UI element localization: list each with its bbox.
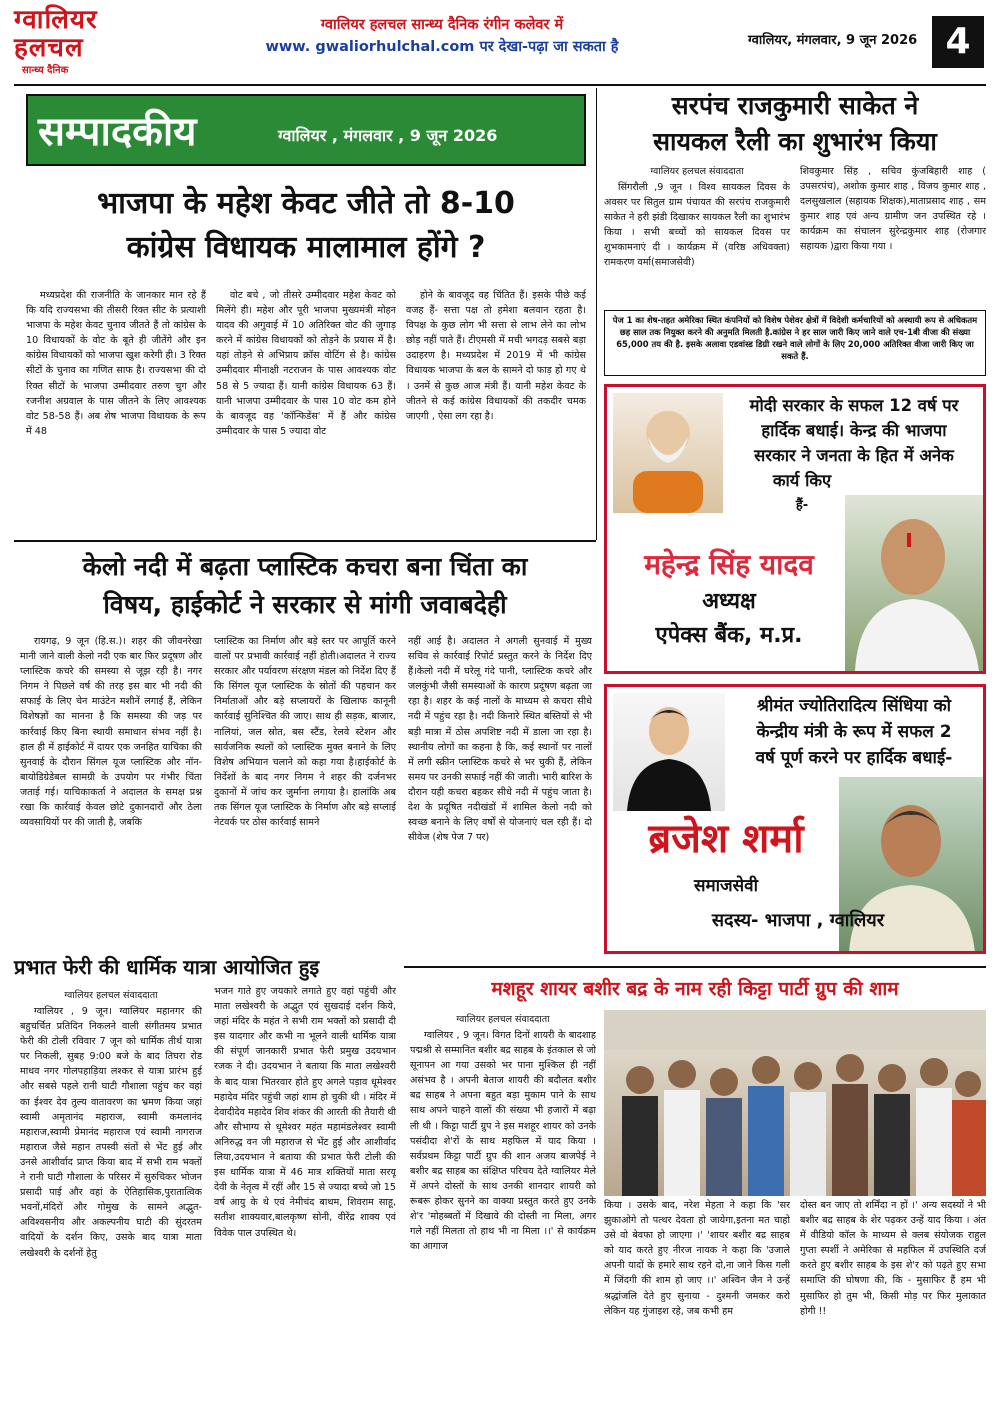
mahendra-photo xyxy=(845,495,985,671)
sarpanch-text-1: सिंगरौली ,9 जून । विश्व सायकल दिवस के अवसर पर सितुल ग्राम पंचायत की सरपंच राजकुमारी साकेत ने हरी झंडी दिखाकर सायकल रैली का शुभारंभ किया । सभी बच्चों को सायकल दिवस पर शुभकामनाएं दी । कार्यक्रम में (वरिष्ठ अधिवक्ता) रामकरण वर्मा(समाजसेवी) xyxy=(604,182,790,269)
mahendra-name: महेन्द्र सिंह यादव xyxy=(644,548,814,581)
section-rule xyxy=(404,966,986,968)
editorial-headline-line-1: भाजपा के महेश केवट जीते तो 8-10 xyxy=(97,186,515,221)
bashir-column-1 xyxy=(410,1028,596,1402)
masthead-rule xyxy=(14,84,986,86)
tagline-line-1: ग्वालियर हलचल सान्ध्य दैनिक रंगीन कलेवर में xyxy=(320,17,564,33)
notice-box: पेज 1 का शेष-तहत अमेरिका स्थित कंपनियों को विशेष पेशेवर क्षेत्रों में विदेशी कर्मचारियों को अस्थायी रूप से अधिकतम छह साल तक नियुक्त करने की अनुमति मिलती है.कांग्रेस ने हर साल जारी किए जाने वाले एच-1बी वीजा की संख्या 65,000 तय की है. इसके अलावा एडवांस्ड डिग्री रखने वाले लोगों के लिए 20,000 अतिरिक्त वीजा जारी किए जा सकते हैं. xyxy=(604,310,986,376)
person-portrait-icon xyxy=(613,693,725,811)
kelo-headline-line-2: विषय, हाईकोर्ट ने सरकार से मांगी जवाबदेही xyxy=(103,590,507,619)
editorial-banner xyxy=(26,94,586,166)
sarpanch-column-2 xyxy=(800,164,986,308)
modi-message-5: हैं- xyxy=(795,498,809,513)
column-divider xyxy=(596,88,597,540)
sarpanch-column-1 xyxy=(604,180,790,308)
bashir-text-3: दोस्त बन जाए तो शर्मिंदा न हों ।' अन्य सदस्यों ने भी बशीर बद्र साहब के शेर पढ़कर उन्हें याद किया । अंत में वीडियो कॉल के माध्यम से क्लब संयोजक राहुल गुप्ता स्पर्शी ने अमेरिका से महफिल में उपस्थिति दर्ज करते हुए बशीर साहब के इस शे'र को पढ़ते हुए सभा समाप्ति की घोषणा की, कि - मुसाफिर हैं हम भी मुसाफिर हो तुम भी, किसी मोड़ पर फिर मुलाकात होगी !! xyxy=(800,1200,986,1317)
bashir-headline: मशहूर शायर बशीर बद्र के नाम रही किट्टा पार्टी ग्रुप की शाम xyxy=(491,978,899,1000)
editorial-text-3: होने के बावजूद वह चिंतित हैं। इसके पीछे कई वजह हैं- सत्ता पक्ष तो हमेशा बलवान रहता है। विपक्ष के कुछ लोग भी सत्ता से लाभ लेने का लोभ छोड़ नहीं पाते हैं। टीएमसी में मची भगदड़ सबसे बड़ा उदाहरण है। मध्यप्रदेश में 2019 में भी कांग्रेस विधायक भाजपा के बल के सामने दो फाड़ हो गए थे । उनमें से कुछ आज मंत्री हैं। यानी महेश केवट के जीतने से कई कांग्रेस विधायकों की तकदीर चमक जाएगी , ऐसा लग रहा है। xyxy=(406,290,586,422)
editorial-dateline: ग्वालियर , मंगलवार , 9 जून 2026 xyxy=(278,126,498,145)
kelo-column-1 xyxy=(20,634,202,946)
modi-message-3: सरकार ने जनता के हित में अनेक xyxy=(754,446,954,465)
modi-message-1: मोदी सरकार के सफल 12 वर्ष पर xyxy=(749,396,959,415)
sarpanch-headline xyxy=(604,88,986,160)
kelo-text-2: प्लास्टिक का निर्माण और बड़े स्तर पर आपूर्ति करने वालों पर प्रभावी कार्रवाई नहीं होती।अदालत ने राज्य सरकार और पर्यावरण संरक्षण मंडल को निर्देश दिए हैं कि सिंगल यूज प्लास्टिक के स्रोतों की पहचान कर निर्माताओं और बड़े सप्लायरों के खिलाफ कानूनी कार्रवाई सुनिश्चित की जाए। साथ ही सड़क, बाजार, नालियां, जल स्रोत, बस स्टैंड, रेलवे स्टेशन और सार्वजनिक स्थलों को प्लास्टिक मुक्त बनाने के लिए विशेष अभियान चलाने को कहा गया है।हाईकोर्ट के निर्देशों के बाद नगर निगम ने शहर की दर्जनभर दुकानों में जांच कर जुर्माना लगाया है। हालांकि अब तक सिंगल यूज प्लास्टिक के निर्माण और बड़े सप्लाई नेटवर्क पर ठोस कार्रवाई सामने xyxy=(214,636,396,829)
prabhat-byline: ग्वालियर हलचल संवाददाता xyxy=(64,990,158,1001)
prabhat-column-2 xyxy=(214,984,396,1402)
masthead-tagline xyxy=(172,14,712,58)
brajesh-org: सदस्य- भाजपा , ग्वालियर xyxy=(711,910,885,931)
tagline-website[interactable]: www. gwaliorhulchal.com पर देखा-पढ़ा जा सकता है xyxy=(265,39,619,55)
person-portrait-icon xyxy=(845,495,985,671)
modi-photo xyxy=(613,393,723,513)
editorial-column-2 xyxy=(216,288,396,524)
masthead xyxy=(0,0,1000,84)
brajesh-name: ब्रजेश शर्मा xyxy=(648,815,804,862)
brajesh-title: समाजसेवी xyxy=(693,876,759,896)
prabhat-text-2: भजन गाते हुए जयकारे लगाते हुए वहां पहुंची और माता लखेश्वरी के अद्भुत एवं सुखदाई दर्शन किये, जहां मंदिर के महंत ने सभी राम भक्तों को प्रसादी दी इस यादगार और कभी ना भूलने वाली धार्मिक यात्रा की संपूर्ण जानकारी प्रभात फेरी प्रमुख उदयभान रजक ने दी। उदयभान ने बताया कि माता लखेश्वरी के बाद यात्रा भितरवार होते हुए अगले पड़ाव धूमेश्वर महादेव मंदिर पहुंची जहां शाम हो चुकी थी । मंदिर में देवादीदेव महादेव शिव शंकर की आरती की तैयारी थी और सौभाग्य से धूमेश्वर महंत महामंडलेश्वर स्वामी अनिरुद्ध वन जी महाराज से भेंट हुई और आशीर्वाद लिया,उदयभान ने बताया की प्रभात फेरी टोली की इस धार्मिक यात्रा में 46 मात्र शक्तियों माता सरयू देवी के नेतृत्व में रहीं और 15 से ज्यादा बच्चे जो 15 वर्ष आयु के थे एवं नेमीचंद बाथम, शिवराम साहू, सतीश शाक्यवार,बालकृष्ण सोनी, वीरेंद्र शाक्य एवं विवेक पाल उपस्थित थे। xyxy=(214,986,396,1239)
editorial-text-1: मध्यप्रदेश की राजनीति के जानकार मान रहे हैं कि यदि राज्यसभा की तीसरी रिक्त सीट के प्रत्याशी भाजपा के महेश केवट चुनाव जीतते हैं तो कांग्रेस के 10 विधायकों के वोट के बूते ही जीतेंगे और इन कांग्रेस विधायकों को भाजपा खुश करेगी ही। 3 रिक्त सीटों के चुनाव का गणित साफ है। राज्यसभा की दो रिक्त सीटों के भाजपा उम्मीदवार तरुण चुग और रजनीश अग्रवाल के पास जीतने के लिए आवश्यक वोट 58-58 हैं। अब शेष भाजपा विधायक के रूप में 48 xyxy=(26,290,206,437)
kelo-text-3: नहीं आई है। अदालत ने अगली सुनवाई में मुख्य सचिव से कार्रवाई रिपोर्ट प्रस्तुत करने के निर्देश दिए हैं।केलो नदी में घरेलू गंदे पानी, प्लास्टिक कचरे और जलकुंभी जैसी समस्याओं के कारण प्रदूषण बढ़ता जा रहा है। शहर के कई नालों के माध्यम से कचरा सीधे नदी में पहुंच रहा है। नदी किनारे स्थित बस्तियों से भी बड़ी मात्रा में ठोस अपशिष्ट नदी में डाला जा रहा है।स्थानीय लोगों का कहना है कि, कई स्थानों पर नालों में लगी स्क्रीन प्लास्टिक कचरे से भर चुकी हैं, लेकिन समय पर उनकी सफाई नहीं की जाती। भारी बारिश के दौरान यही कचरा बहकर सीधे नदी में पहुंच जाता है।देश के प्रदूषित नदीखंडों में शामिल केलो नदी को स्वच्छ बनाने के लिए वर्षों से योजनाएं चल रही हैं। दो सीवेज (शेष पेज 7 पर) xyxy=(408,636,592,844)
scindia-message-3: वर्ष पूर्ण करने पर हार्दिक बधाई- xyxy=(755,748,953,768)
bashir-column-2 xyxy=(604,1198,790,1402)
sarpanch-text-2: शिवकुमार सिंह , सचिव कुंजबिहारी शाह ( उपसरपंच), अशोक कुमार शाह , विजय कुमार शाह , दलसुखलाल (सहायक शिक्षक),माताप्रसाद शाह , सम कुमार शाह एवं अन्य ग्रामीण जन उपस्थित रहे ।कार्यक्रम का संचालन सुरेन्द्रकुमार शाह (रोजगार सहायक )द्वारा किया गया । xyxy=(800,166,986,253)
person-portrait-icon xyxy=(613,393,723,513)
mahendra-title: अध्यक्ष xyxy=(702,589,756,614)
bashir-byline: ग्वालियर हलचल संवाददाता xyxy=(456,1014,550,1025)
bashir-text-2: किया । उसके बाद, नरेश मेहता ने कहा कि 'सर झुकाओगे तो पत्थर देवता हो जायेगा,इतना मत चाहो उसे वो बेवफा हो जाएगा ।' 'शायर बशीर बद्र साहब को याद करते हुए नीरज नायक ने कहा कि 'उजाले अपनी यादों के हमारे साथ रहने दो,ना जाने किस गली में जिंदगी की शाम हो जाए ।।' अश्विन जैन ने उन्हें श्रद्धांजलि देते हुए सुनाया - दुश्मनी जमकर करो लेकिन यह गुंजाइश रहे, जब कभी हम xyxy=(604,1200,790,1317)
newspaper-logo xyxy=(14,6,154,78)
kelo-text-1: रायगढ़, 9 जून (हि.स.)। शहर की जीवनरेखा मानी जाने वाली केलो नदी एक बार फिर प्रदूषण और प्लास्टिक कचरे की समस्या से जूझ रही है। नगर निगम ने पिछले वर्ष की तरह इस बार भी नदी की सफाई के लिए चेन माउंटेन मशीनें लगाई हैं, लेकिन विशेषज्ञों का मानना है कि समस्या की जड़ पर कार्रवाई किए बिना स्थायी समाधान संभव नहीं है। हाल ही में हाईकोर्ट में दायर एक जनहित याचिका की सुनवाई के दौरान सिंगल यूज प्लास्टिक और नॉन-बायोडिग्रेडेबल सामग्री के उपयोग पर गंभीर चिंता जताई गई। याचिकाकर्ता ने अदालत के समक्ष प्रश्न रखा कि कार्रवाई केवल छोटे दुकानदारों और ठेला व्यवसायियों पर की जाती है, जबकि xyxy=(20,636,202,829)
ad-mahendra-singh-yadav xyxy=(604,384,986,674)
masthead-dateline: ग्वालियर, मंगलवार, 9 जून 2026 xyxy=(748,33,918,48)
section-rule xyxy=(14,540,596,542)
editorial-column-3 xyxy=(406,288,586,524)
editorial-label: सम्पादकीय xyxy=(38,108,197,155)
bashir-text-1: ग्वालियर , 9 जून। विगत दिनों शायरी के बादशाह पद्मश्री से सम्मानित बशीर बद्र साहब के इंतकाल से जो सूनापन आ गया उसको भर पाना मुश्किल ही नहीं असंभव है । अपनी बेताज शायरी की बदौलत बशीर बद्र साहब ने अपना बहुत बड़ा मुकाम पाने के साथ साथ अपने चाहने वालों की संख्या भी हजारों में बढ़ा ली थी । किट्टा पार्टी ग्रुप ने इस मशहूर शायर को उनके पसंदीदा शे'रों के साथ महफिल में याद किया । सर्वप्रथम किट्टा पार्टी ग्रुप की शान अजय बाजपेई ने बशीर बद्र साहब का संक्षिप्त परिचय देते ग्वालियर मेले में अपने दोस्तों के साथ उनकी शानदार शायरी को रूबरू होकर सुनने का वाक्या प्रस्तुत करते हुए उनके शे'र 'मोहब्बतों में दिखावे की दोस्ती ना मिला, अगर गले नहीं मिलता तो हाथ भी ना मिला ।।' से कार्यक्रम का आगाज xyxy=(410,1030,596,1253)
editorial-headline xyxy=(26,182,586,270)
prabhat-column-1 xyxy=(20,1004,202,1402)
editorial-text-2: वोट बचे , जो तीसरे उम्मीदवार महेश केवट को मिलेंगे ही। महेश और पूरी भाजपा मुख्यमंत्री मोहन यादव की अगुवाई में 10 अतिरिक्त वोट की जुगाड़ करने में कांग्रेस विधायकों को तोड़ने के प्रयास में है। यहां तोड़ने से अभिप्राय क्रॉस वोटिंग से है। कांग्रेस उम्मीदवार मीनाक्षी नटराजन के पास आवश्यक वोट 58 से 5 ज्यादा हैं। यानी कांग्रेस विधायक 63 हैं। यानी भाजपा उम्मीदवार के पास 10 वोट कम होने के बावजूद वह 'कॉन्फिडेंस' में हैं और कांग्रेस उम्मीदवार के पास 5 ज्यादा वोट xyxy=(216,290,396,437)
sarpanch-headline-line-1: सरपंच राजकुमारी साकेत ने xyxy=(671,91,919,120)
logo-line-1: ग्वालियर xyxy=(14,5,98,35)
kelo-column-2 xyxy=(214,634,396,946)
kelo-headline xyxy=(14,548,596,624)
logo-line-2: हलचल xyxy=(14,33,84,63)
kelo-headline-line-1: केलो नदी में बढ़ता प्लास्टिक कचरा बना चिंता का xyxy=(82,552,528,581)
scindia-message-1: श्रीमंत ज्योतिरादित्य सिंधिया को xyxy=(756,696,952,716)
scindia-message-2: केन्द्रीय मंत्री के रूप में सफल 2 xyxy=(756,722,952,742)
bashir-column-3 xyxy=(800,1198,986,1402)
page-number: 4 xyxy=(932,16,984,68)
prabhat-headline: प्रभात फेरी की धार्मिक यात्रा आयोजित हुइ xyxy=(14,955,320,979)
modi-message-4: कार्य किए xyxy=(772,471,832,490)
prabhat-text-1: ग्वालियर , 9 जून। ग्वालियर महानगर की बहुचर्चित प्रतिदिन निकलने वाली संगीतमय प्रभात फेरी की टोली रविवार 7 जून को धार्मिक तीर्थ यात्रा पर निकली, सुबह 9:00 बजे के बाद तिघरा रोड माधव नगर गोलपहाड़िया लश्कर से यात्रा प्रारंभ हुई और सबसे पहले रानी घाटी गौशाला पहुंच कर वहां का ईश्वर देव तुल्य वातावरण का भ्रमण किया जहां स्वामी अमृतानंद महाराज, स्वामी कमलानंद महाराज,स्वामी प्रेमानंद महाराज एवं स्वामी नागराज महाराज जैसे महान तपस्वी संतों से भेंट हुई और उनसे आशीर्वाद प्राप्त किया बाद में सभी राम भक्तों ने रानी घाटी गौशाला के परिसर में सुरुचिकर भोजन प्रसादी पाई और वहां के ऐतिहासिक,पुरातात्विक भवनों,मंदिरों और गोमुख के सामने अद्भुत-अविश्वसनीय और अकल्पनीय घाटी की सुंदरतम वादियों के दर्शन किए, उसके बाद यात्रा माता लखेश्वरी के दर्शनों हेतु xyxy=(20,1006,202,1259)
editorial-headline-line-2: कांग्रेस विधायक मालामाल होंगे ? xyxy=(126,230,486,265)
group-photo xyxy=(604,1010,986,1196)
sarpanch-byline: ग्वालियर हलचल संवाददाता xyxy=(650,166,744,177)
sarpanch-headline-line-2: सायकल रैली का शुभारंभ किया xyxy=(653,127,937,156)
mahendra-org: एपेक्स बैंक, म.प्र. xyxy=(655,623,803,648)
group-people-icon xyxy=(604,1010,986,1196)
logo-line-3: सान्ध्य दैनिक xyxy=(22,65,69,76)
editorial-column-1 xyxy=(26,288,206,524)
kelo-column-3 xyxy=(408,634,592,964)
ad-brajesh-sharma xyxy=(604,684,986,954)
scindia-photo xyxy=(613,693,725,811)
modi-message-2: हार्दिक बधाई। केन्द्र की भाजपा xyxy=(761,421,947,440)
